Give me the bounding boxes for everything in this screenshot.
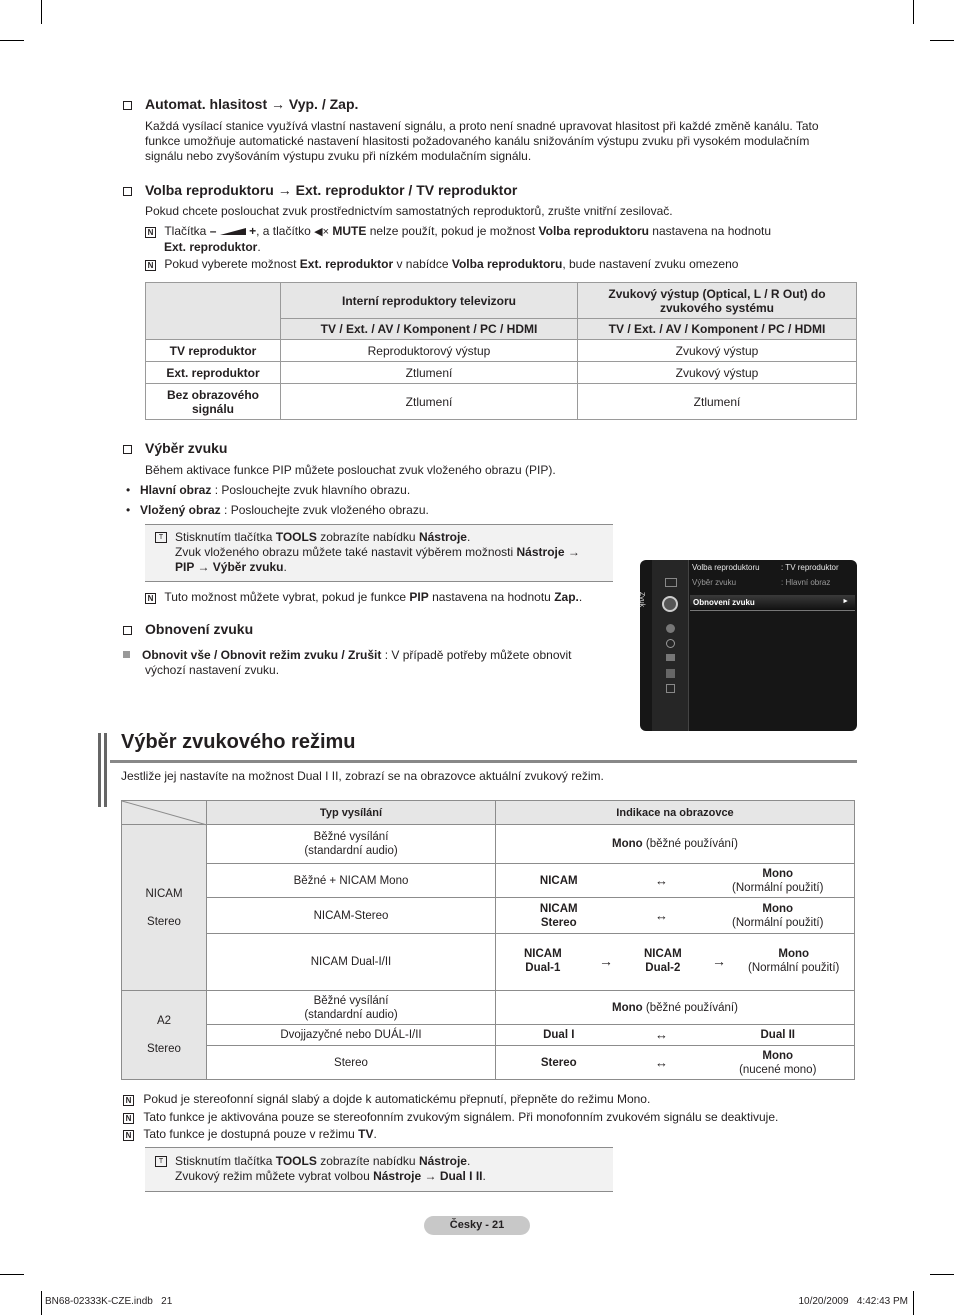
setup-icon	[666, 639, 675, 648]
table-header: Typ vysílání	[207, 801, 496, 825]
table-header: Interní reproduktory televizoru	[281, 283, 578, 319]
swap-arrow-icon: ↔	[622, 864, 702, 898]
support-icon	[666, 684, 675, 693]
app-icon	[666, 669, 675, 678]
table-subheader: TV / Ext. / AV / Komponent / PC / HDMI	[578, 319, 857, 340]
crop-mark	[930, 1274, 954, 1275]
paragraph: Během aktivace funkce PIP můžete poslouchat zvuk vloženého obrazu (PIP).	[145, 463, 556, 477]
heading-underline	[110, 760, 857, 763]
tools-box: T Stisknutím tlačítka TOOLS zobrazíte nabídku Nástroje. Zvukový režim můžete vybrat volbou Nástroje → Dual I II.	[145, 1147, 613, 1192]
note-icon: N	[145, 593, 156, 604]
section-title: Obnovení zvuku	[145, 621, 254, 637]
tools-icon: T	[155, 1156, 167, 1167]
table-corner	[122, 801, 207, 825]
section-heading-sound-select	[123, 440, 227, 456]
group-label: A2 Stereo	[122, 991, 207, 1080]
tools-box: T Stisknutím tlačítka TOOLS zobrazíte nabídku Nástroje. Zvuk vloženého obrazu můžete také nastavit výběrem možnosti Nástroje → PIP → Výběr zvuku.	[145, 524, 613, 582]
checkbox-bullet-icon	[123, 101, 132, 110]
page-section-title: Výběr zvukového režimu	[121, 731, 356, 753]
osd-menu-row[interactable]: Volba reproduktoru : TV reproduktor	[692, 563, 839, 572]
speaker-table	[145, 282, 857, 420]
osd-menu-row[interactable]: Výběr zvuku : Hlavní obraz	[692, 578, 831, 587]
footer-date: 10/20/2009 4:42:43 PM	[798, 1296, 908, 1307]
osd-side-label: Zvuk	[638, 591, 646, 608]
note-item: N Tato funkce je aktivována pouze se stereofonním zvukovým signálem. Při monofonním zvukovém signálu se deaktivuje.	[123, 1110, 853, 1125]
crop-mark	[41, 1291, 42, 1315]
table-row: Běžné + NICAM Mono NICAM ↔ Mono (Normální použití)	[122, 864, 855, 898]
table-row: A2 Stereo Běžné vysílání (standardní audio) Mono (běžné používání)	[122, 991, 855, 1025]
table-row: TV reproduktor Reproduktorový výstup Zvukový výstup	[146, 340, 857, 362]
paragraph: Pokud chcete poslouchat zvuk prostřednictvím samostatných reproduktorů, zrušte vnitřní zesilovač.	[145, 204, 673, 218]
section-heading-speaker-select	[123, 182, 517, 198]
note-item: N Tato funkce je dostupná pouze v režimu TV.	[123, 1127, 853, 1142]
right-arrow-icon: →	[599, 953, 613, 969]
osd-screen	[640, 560, 857, 731]
page-number-badge: Česky - 21	[424, 1216, 530, 1235]
right-arrow-icon: →	[712, 953, 726, 969]
table-row: NICAM Dual-I/II NICAM Dual-1 → NICAM Dual-2 → Mono (Normální použití)	[122, 934, 855, 991]
swap-arrow-icon: ↔	[622, 1046, 702, 1080]
diagonal-line	[122, 801, 207, 825]
group-label: NICAM Stereo	[122, 825, 207, 991]
table-row: Dvojjazyčné nebo DUÁL-I/II Dual I ↔ Dual II	[122, 1025, 855, 1046]
reset-item: Obnovit vše / Obnovit režim zvuku / Zrušit : V případě potřeby můžete obnovit výchozí nastavení zvuku.	[123, 648, 613, 678]
mute-icon: ◀×	[314, 226, 330, 238]
table-header: Zvukový výstup (Optical, L / R Out) do zvukového systému	[578, 283, 857, 319]
note-icon: N	[123, 1113, 134, 1124]
note-item: N Pokud je stereofonní signál slabý a dojde k automatickému přepnutí, přepněte do režimu Mono.	[123, 1092, 853, 1107]
sound-icon	[662, 596, 678, 612]
volume-bar-icon	[220, 228, 246, 235]
section-heading-auto-volume	[123, 96, 358, 112]
table-row: Stereo Stereo ↔ Mono (nucené mono)	[122, 1046, 855, 1080]
note-icon: N	[123, 1095, 134, 1106]
note-icon: N	[145, 227, 156, 238]
crop-mark	[41, 0, 42, 24]
paragraph: Jestliže jej nastavíte na možnost Dual I II, zobrazí se na obrazovce aktuální zvukový režim.	[121, 769, 604, 783]
swap-arrow-icon: ↔	[622, 898, 702, 934]
crop-mark	[0, 40, 24, 41]
square-bullet-icon	[123, 651, 130, 658]
table-row: Ext. reproduktor Ztlumení Zvukový výstup	[146, 362, 857, 384]
heading-bar-accent	[98, 733, 101, 807]
crop-mark	[913, 0, 914, 24]
footer-file: BN68-02333K-CZE.indb 21	[45, 1296, 173, 1307]
section-heading-sound-reset	[123, 621, 253, 637]
swap-arrow-icon: ↔	[622, 1025, 702, 1046]
section-title: Výběr zvuku	[145, 440, 228, 456]
table-corner	[146, 283, 281, 340]
checkbox-bullet-icon	[123, 626, 132, 635]
tools-icon: T	[155, 532, 167, 543]
section-title: Volba reproduktoru → Ext. reproduktor / TV reproduktor	[145, 182, 518, 198]
note-icon: N	[123, 1130, 134, 1141]
bullet-item: • Vložený obraz : Poslouchejte zvuk vloženého obrazu.	[126, 503, 429, 517]
note-item: N Pokud vyberete možnost Ext. reproduktor v nabídce Volba reproduktoru, bude nastavení zvuku omezeno	[145, 257, 845, 272]
osd-menu-row-selected[interactable]: Obnovení zvuku ►	[690, 595, 855, 611]
section-title: Automat. hlasitost → Vyp. / Zap.	[145, 96, 359, 112]
table-row: Bez obrazového signálu Ztlumení Ztlumení	[146, 384, 857, 420]
tv-icon	[665, 578, 677, 587]
crop-mark	[930, 40, 954, 41]
note-icon: N	[145, 260, 156, 271]
paragraph: Každá vysílací stanice využívá vlastní nastavení signálu, a proto není snadné upravovat hlasitost při každé změně kanálu. Tato funkce umožňuje automatické nastavení hlasitosti požadovaného kanálu snižováním výstupu zvuku při vysokém modulačním signálu nebo zvyšováním výstupu zvuku při nízkém modulačním signálu.	[145, 119, 819, 163]
table-row: NICAM-Stereo NICAM Stereo ↔ Mono (Normální použití)	[122, 898, 855, 934]
table-header: Indikace na obrazovce	[496, 801, 855, 825]
checkbox-bullet-icon	[123, 445, 132, 454]
note-item: N Tuto možnost můžete vybrat, pokud je funkce PIP nastavena na hodnotu Zap..	[145, 590, 615, 605]
crop-mark	[0, 1274, 24, 1275]
input-icon	[666, 654, 675, 661]
crop-mark	[913, 1291, 914, 1315]
channel-icon	[666, 624, 675, 633]
table-row: NICAM Stereo Běžné vysílání (standardní audio) Mono (běžné používání)	[122, 825, 855, 864]
sound-mode-table	[121, 800, 855, 1080]
note-item: N Tlačítka – +, a tlačítko ◀× MUTE nelze použít, pokud je možnost Volba reproduktoru nastavena na hodnotu Ext. reproduktor.	[145, 224, 845, 255]
checkbox-bullet-icon	[123, 187, 132, 196]
heading-bar-accent	[104, 733, 107, 807]
table-subheader: TV / Ext. / AV / Komponent / PC / HDMI	[281, 319, 578, 340]
bullet-item: • Hlavní obraz : Poslouchejte zvuk hlavního obrazu.	[126, 483, 411, 497]
